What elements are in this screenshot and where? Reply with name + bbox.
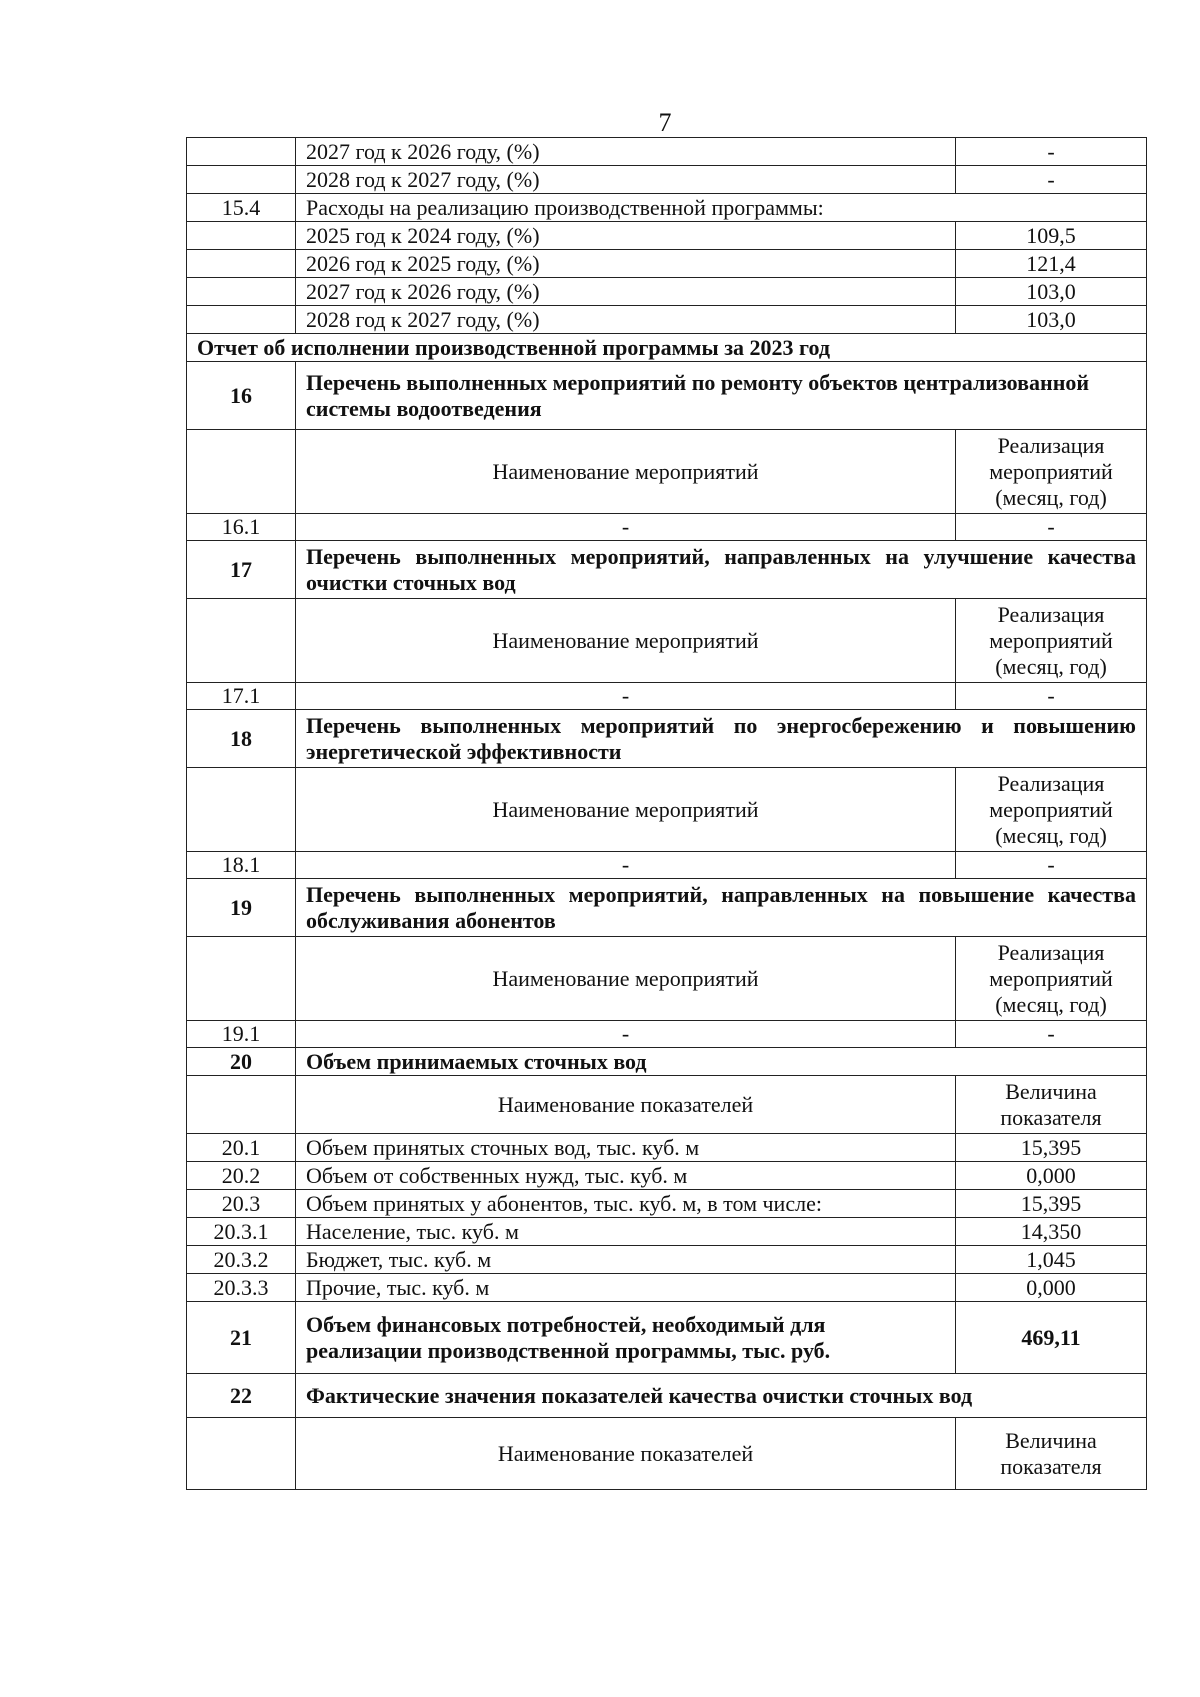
row-number: 20.2 (187, 1162, 296, 1190)
row-number (187, 222, 296, 250)
row-text: - (296, 1021, 956, 1048)
column-header-row (187, 768, 1147, 852)
financial-needs-row (187, 1302, 1147, 1374)
table-row (187, 306, 1147, 334)
row-number: 20.3.1 (187, 1218, 296, 1246)
row-text: Прочие, тыс. куб. м (296, 1274, 956, 1302)
section-number: 21 (187, 1302, 296, 1374)
row-value: 0,000 (956, 1274, 1147, 1302)
row-number: 20.3 (187, 1190, 296, 1218)
row-text: - (296, 852, 956, 879)
row-number: 20.3.3 (187, 1274, 296, 1302)
row-text: 2026 год к 2025 году, (%) (296, 250, 956, 278)
row-value: 121,4 (956, 250, 1147, 278)
row-value: 1,045 (956, 1246, 1147, 1274)
table-row (187, 1021, 1147, 1048)
section-number: 17 (187, 541, 296, 599)
row-number: 17.1 (187, 683, 296, 710)
row-text: 2025 год к 2024 году, (%) (296, 222, 956, 250)
row-value: - (956, 138, 1147, 166)
section-title-row (187, 710, 1147, 768)
row-value: - (956, 1021, 1147, 1048)
row-text: Население, тыс. куб. м (296, 1218, 956, 1246)
row-value: 103,0 (956, 278, 1147, 306)
header-empty (187, 1076, 296, 1134)
row-text: Расходы на реализацию производственной программы: (296, 194, 1147, 222)
row-number (187, 166, 296, 194)
report-heading-row (187, 334, 1147, 362)
column-header-value: Реализация мероприятий (месяц, год) (956, 937, 1147, 1021)
table-row (187, 1162, 1147, 1190)
row-value: 15,395 (956, 1134, 1147, 1162)
row-number: 15.4 (187, 194, 296, 222)
column-header-value: Реализация мероприятий (месяц, год) (956, 768, 1147, 852)
table-row (187, 278, 1147, 306)
row-number: 16.1 (187, 514, 296, 541)
column-header-value: Величина показателя (956, 1418, 1147, 1490)
section-title: Перечень выполненных мероприятий, направленных на улучшение качества очистки сточных вод (296, 541, 1147, 599)
row-number: 20.3.2 (187, 1246, 296, 1274)
column-header-name: Наименование мероприятий (296, 768, 956, 852)
page-number: 7 (658, 108, 672, 137)
table-row (187, 222, 1147, 250)
column-header-value: Реализация мероприятий (месяц, год) (956, 430, 1147, 514)
program-table (186, 137, 1147, 1490)
report-heading: Отчет об исполнении производственной программы за 2023 год (187, 334, 1147, 362)
row-text: Объем принятых у абонентов, тыс. куб. м, в том числе: (296, 1190, 956, 1218)
financial-needs-value: 469,11 (956, 1302, 1147, 1374)
table-row (187, 1218, 1147, 1246)
row-number (187, 306, 296, 334)
column-header-row (187, 937, 1147, 1021)
table-row (187, 514, 1147, 541)
table-row (187, 250, 1147, 278)
row-text: Объем принятых сточных вод, тыс. куб. м (296, 1134, 956, 1162)
row-number (187, 138, 296, 166)
row-text: 2028 год к 2027 году, (%) (296, 166, 956, 194)
row-text: Бюджет, тыс. куб. м (296, 1246, 956, 1274)
row-value: - (956, 852, 1147, 879)
row-text: Объем от собственных нужд, тыс. куб. м (296, 1162, 956, 1190)
table-row (187, 683, 1147, 710)
header-empty (187, 1418, 296, 1490)
column-header-row (187, 1076, 1147, 1134)
section-title-row (187, 1048, 1147, 1076)
row-value: 0,000 (956, 1162, 1147, 1190)
column-header-value: Величина показателя (956, 1076, 1147, 1134)
section-title: Перечень выполненных мероприятий по энергосбережению и повышению энергетической эффективности (296, 710, 1147, 768)
row-value: 15,395 (956, 1190, 1147, 1218)
row-value: 14,350 (956, 1218, 1147, 1246)
table-row (187, 1190, 1147, 1218)
header-empty (187, 430, 296, 514)
section-title-row (187, 362, 1147, 430)
section-title: Перечень выполненных мероприятий по ремонту объектов централизованной системы водоотведения (296, 362, 1147, 430)
row-text: 2028 год к 2027 году, (%) (296, 306, 956, 334)
header-empty (187, 599, 296, 683)
column-header-row (187, 599, 1147, 683)
section-title: Объем финансовых потребностей, необходимый для реализации производственной программы, тыс. руб. (296, 1302, 956, 1374)
row-value: 103,0 (956, 306, 1147, 334)
section-number: 16 (187, 362, 296, 430)
section-number: 18 (187, 710, 296, 768)
row-number: 20.1 (187, 1134, 296, 1162)
column-header-name: Наименование показателей (296, 1418, 956, 1490)
section-title-row (187, 879, 1147, 937)
row-number: 18.1 (187, 852, 296, 879)
section-number: 19 (187, 879, 296, 937)
section-title-row (187, 541, 1147, 599)
section-number: 22 (187, 1374, 296, 1418)
column-header-name: Наименование мероприятий (296, 599, 956, 683)
row-number (187, 250, 296, 278)
column-header-name: Наименование мероприятий (296, 937, 956, 1021)
row-number: 19.1 (187, 1021, 296, 1048)
section-number: 20 (187, 1048, 296, 1076)
section-title-row (187, 1374, 1147, 1418)
table-row (187, 138, 1147, 166)
column-header-name: Наименование мероприятий (296, 430, 956, 514)
row-text: 2027 год к 2026 году, (%) (296, 278, 956, 306)
row-value: - (956, 514, 1147, 541)
row-value: - (956, 683, 1147, 710)
table-row (187, 1274, 1147, 1302)
row-text: 2027 год к 2026 году, (%) (296, 138, 956, 166)
column-header-row (187, 1418, 1147, 1490)
table-row (187, 166, 1147, 194)
section-title: Перечень выполненных мероприятий, направленных на повышение качества обслуживания абонентов (296, 879, 1147, 937)
row-value: - (956, 166, 1147, 194)
column-header-row (187, 430, 1147, 514)
header-empty (187, 937, 296, 1021)
section-title: Фактические значения показателей качества очистки сточных вод (296, 1374, 1147, 1418)
table-row (187, 1246, 1147, 1274)
section-title: Объем принимаемых сточных вод (296, 1048, 1147, 1076)
row-text: - (296, 514, 956, 541)
table-row (187, 194, 1147, 222)
column-header-name: Наименование показателей (296, 1076, 956, 1134)
header-empty (187, 768, 296, 852)
column-header-value: Реализация мероприятий (месяц, год) (956, 599, 1147, 683)
row-text: - (296, 683, 956, 710)
table-row (187, 852, 1147, 879)
row-value: 109,5 (956, 222, 1147, 250)
row-number (187, 278, 296, 306)
table-row (187, 1134, 1147, 1162)
